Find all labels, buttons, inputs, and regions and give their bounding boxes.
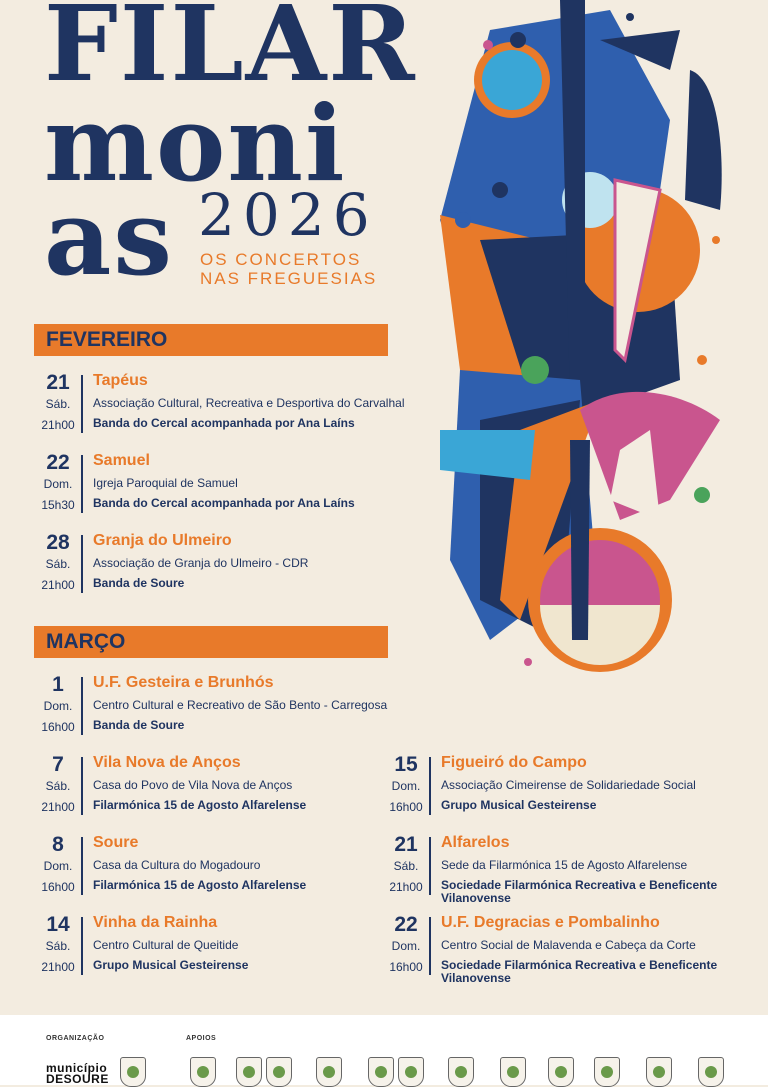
event-day: 22 [46, 451, 70, 474]
event-weekday: Sáb. [45, 397, 71, 411]
event-band: Banda de Soure [93, 576, 185, 590]
event-time: 16h00 [389, 960, 423, 974]
event-place: Granja do Ulmeiro [93, 532, 232, 549]
parish-crest-icon [594, 1057, 620, 1087]
event-time: 21h00 [389, 880, 423, 894]
event-day: 21 [394, 833, 418, 856]
event-day: 15 [394, 753, 418, 776]
municipio-logo [46, 1063, 109, 1085]
event-time: 21h00 [41, 960, 75, 974]
event-day: 8 [52, 833, 64, 856]
parish-crest-icon [368, 1057, 394, 1087]
event-day: 21 [46, 371, 70, 394]
event-band: Grupo Musical Gesteirense [441, 798, 597, 812]
event-divider [81, 677, 83, 735]
event-time: 21h00 [41, 578, 75, 592]
event-venue: Centro Social de Malavenda e Cabeça da Corte [441, 938, 696, 952]
event-day: 14 [46, 913, 70, 936]
parish-crest-icon [316, 1057, 342, 1087]
parish-crest-icon [500, 1057, 526, 1087]
month-header-marco: MARÇO [34, 626, 388, 658]
event-place: Samuel [93, 452, 150, 469]
event-weekday: Dom. [43, 859, 73, 873]
event-venue: Associação Cultural, Recreativa e Desportiva do Carvalhal [93, 396, 405, 410]
event-band: Sociedade Filarmónica Recreativa e Beneficente Vilanovense [441, 878, 718, 905]
event-time: 16h00 [41, 880, 75, 894]
event-time: 16h00 [389, 800, 423, 814]
event-time: 21h00 [41, 800, 75, 814]
event-weekday: Sáb. [393, 859, 419, 873]
title-line-1: FILAR [44, 0, 417, 105]
orchestra-illustration [420, 0, 760, 700]
parish-crest-icon [646, 1057, 672, 1087]
parish-crest-icon [548, 1057, 574, 1087]
event-day: 7 [52, 753, 64, 776]
event-venue: Sede da Filarmónica 15 de Agosto Alfarelense [441, 858, 688, 872]
event-time: 15h30 [41, 498, 75, 512]
event-place: Soure [93, 834, 139, 851]
event-venue: Centro Cultural e Recreativo de São Bento - Carregosa [93, 698, 388, 712]
event-divider [81, 455, 83, 513]
event-venue: Centro Cultural de Queitide [93, 938, 239, 952]
event-band: Grupo Musical Gesteirense [93, 958, 249, 972]
event-venue: Casa da Cultura do Mogadouro [93, 858, 261, 872]
event-divider [429, 917, 431, 975]
year: 2026 [198, 181, 378, 249]
event-place: U.F. Degracias e Pombalinho [441, 914, 660, 931]
event-weekday: Dom. [391, 939, 421, 953]
event-venue: Igreja Paroquial de Samuel [93, 476, 238, 490]
event-divider [81, 535, 83, 593]
parish-crest-icon [236, 1057, 262, 1087]
event-divider [81, 837, 83, 895]
event-place: Tapéus [93, 372, 148, 389]
event-place: Figueiró do Campo [441, 754, 587, 771]
event-venue: Associação Cimeirense de Solidariedade Social [441, 778, 696, 792]
event-divider [429, 837, 431, 895]
event-band: Filarmónica 15 de Agosto Alfarelense [93, 798, 307, 812]
event-day: 28 [46, 531, 70, 554]
event-place: Vinha da Rainha [93, 914, 218, 931]
logo-line-1: município [46, 1061, 108, 1075]
event-venue: Casa do Povo de Vila Nova de Anços [93, 778, 293, 792]
event-day: 1 [52, 673, 64, 696]
event-divider [429, 757, 431, 815]
event-place: U.F. Gesteira e Brunhós [93, 674, 274, 691]
logo-line-2: DESOURE [46, 1072, 109, 1086]
event-band: Banda de Soure [93, 718, 185, 732]
parish-crest-icon [448, 1057, 474, 1087]
event-band: Banda do Cercal acompanhada por Ana Laíns [93, 496, 355, 510]
event-weekday: Sáb. [45, 557, 71, 571]
event-divider [81, 757, 83, 815]
event-divider [81, 917, 83, 975]
event-venue: Associação de Granja do Ulmeiro - CDR [93, 556, 309, 570]
event-band: Sociedade Filarmónica Recreativa e Beneficente Vilanovense [441, 958, 718, 985]
organizacao-label: ORGANIZAÇÃO [46, 1035, 105, 1042]
parish-crest-icon [698, 1057, 724, 1087]
event-weekday: Dom. [43, 477, 73, 491]
event-band: Banda do Cercal acompanhada por Ana Laíns [93, 416, 355, 430]
event-divider [81, 375, 83, 433]
event-place: Vila Nova de Anços [93, 754, 241, 771]
event-weekday: Sáb. [45, 939, 71, 953]
municipality-crest-icon [120, 1057, 146, 1087]
apoios-label: APOIOS [186, 1035, 217, 1042]
title-line-3: as [44, 176, 174, 299]
event-band: Filarmónica 15 de Agosto Alfarelense [93, 878, 307, 892]
event-weekday: Dom. [391, 779, 421, 793]
event-place: Alfarelos [441, 834, 510, 851]
month-header-fevereiro: FEVEREIRO [34, 324, 388, 356]
title-line-2: moni [44, 82, 347, 205]
parish-crest-icon [266, 1057, 292, 1087]
subtitle: OS CONCERTOS NAS FREGUESIAS [200, 250, 378, 288]
event-weekday: Dom. [43, 699, 73, 713]
parish-crest-icon [190, 1057, 216, 1087]
parish-crest-icon [398, 1057, 424, 1087]
footer-sponsors [0, 1015, 768, 1085]
event-weekday: Sáb. [45, 779, 71, 793]
event-time: 21h00 [41, 418, 75, 432]
event-time: 16h00 [41, 720, 75, 734]
event-day: 22 [394, 913, 418, 936]
